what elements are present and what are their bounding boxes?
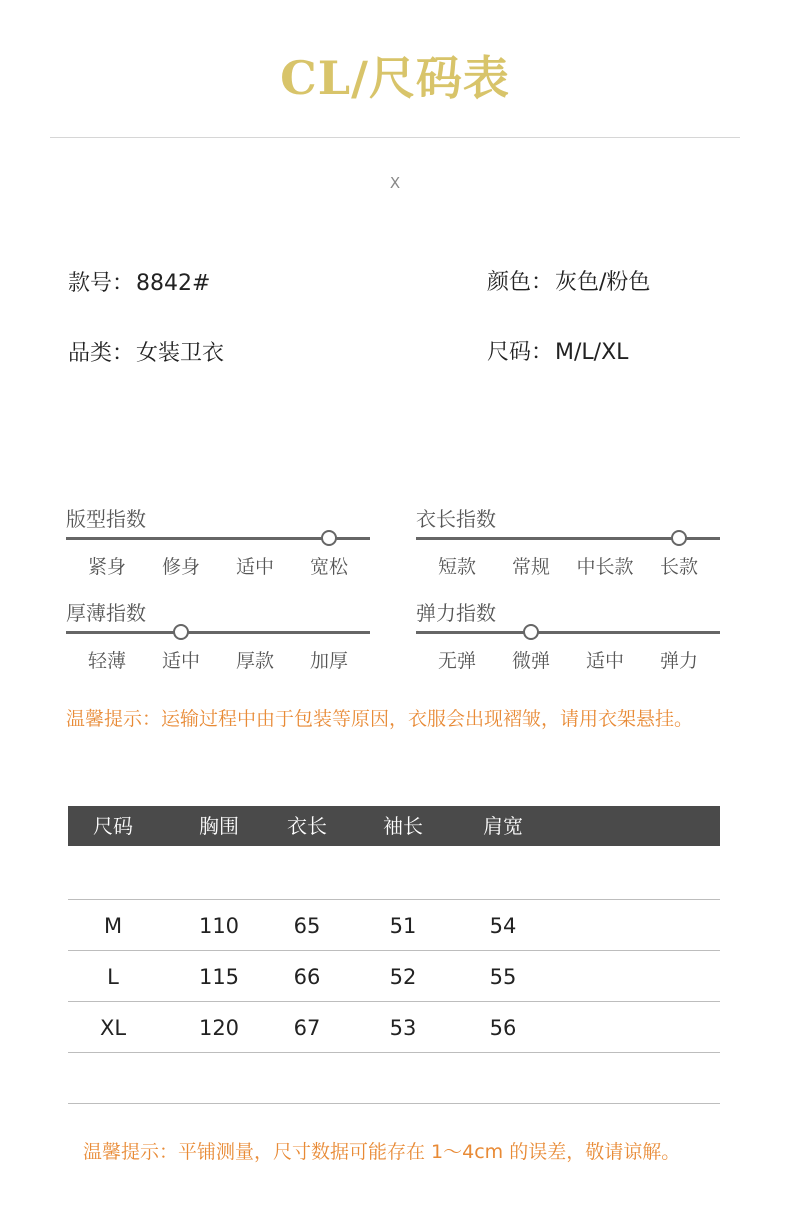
- scale-option: 宽松: [309, 556, 348, 578]
- scale-knob: [671, 530, 687, 546]
- measurement-tip: 温馨提示：平铺测量，尺寸数据可能存在 1～4cm 的误差，敬请谅解。: [83, 1141, 681, 1163]
- table-row: [68, 900, 720, 951]
- scale-knob: [321, 530, 337, 546]
- category-info: [68, 336, 224, 367]
- scale-option: 短款: [437, 556, 476, 578]
- cell-sleeve: 51: [389, 914, 417, 938]
- style-number-label: 款号：: [68, 271, 135, 296]
- cell-shoulder: 55: [489, 965, 517, 989]
- scale-option: 弹力: [659, 650, 698, 672]
- shipping-tip: 温馨提示：运输过程中由于包装等原因，衣服会出现褶皱，请用衣架悬挂。: [66, 708, 694, 730]
- color-label: 颜色：: [487, 270, 554, 295]
- scale-option: 中长款: [576, 556, 634, 578]
- category-value: 女装卫衣: [136, 341, 225, 366]
- style-number: [68, 266, 210, 297]
- scale-name: 弹力指数: [416, 601, 496, 625]
- scale-knob: [173, 624, 189, 640]
- scale-option: 紧身: [87, 556, 126, 578]
- scale-option: 长款: [659, 556, 698, 578]
- cell-shoulder: 54: [489, 914, 517, 938]
- cell-length: 66: [293, 965, 321, 989]
- size-value: M/L/XL: [555, 340, 629, 365]
- scale-knob: [523, 624, 539, 640]
- elasticity-index-scale: [416, 601, 720, 673]
- scale-name: 厚薄指数: [66, 601, 146, 625]
- scale-option: 轻薄: [87, 650, 126, 672]
- cell-chest: 115: [198, 965, 240, 989]
- scale-option: 加厚: [309, 650, 348, 672]
- table-spacer-row: [68, 846, 720, 900]
- scale-track: [416, 537, 720, 540]
- header-sleeve: 袖长: [383, 814, 423, 838]
- scale-track: [66, 537, 370, 540]
- style-number-value: 8842#: [136, 271, 211, 296]
- size-table: [68, 806, 720, 1104]
- color-value: 灰色/粉色: [555, 270, 651, 295]
- color-info: [487, 265, 650, 296]
- scale-option: 适中: [161, 650, 200, 672]
- scale-option: 修身: [161, 556, 200, 578]
- cell-length: 65: [293, 914, 321, 938]
- thickness-index-scale: [66, 601, 370, 673]
- cell-sleeve: 52: [389, 965, 417, 989]
- cell-size: M: [103, 914, 123, 938]
- scale-option: 微弹: [511, 650, 550, 672]
- table-row: [68, 951, 720, 1002]
- table-header: [68, 806, 720, 846]
- cell-length: 67: [293, 1016, 321, 1040]
- cell-size: XL: [99, 1016, 127, 1040]
- scale-option: 适中: [235, 556, 274, 578]
- x-mark: X: [389, 174, 401, 192]
- scale-option: 厚款: [235, 650, 274, 672]
- cell-chest: 110: [198, 914, 240, 938]
- scale-name: 衣长指数: [416, 507, 496, 531]
- scale-option: 适中: [585, 650, 624, 672]
- length-index-scale: [416, 507, 720, 579]
- title-divider: [50, 137, 740, 138]
- category-label: 品类：: [68, 341, 135, 366]
- cell-shoulder: 56: [489, 1016, 517, 1040]
- page-title: CL/尺码表: [280, 51, 510, 105]
- table-empty-row: [68, 1053, 720, 1104]
- scale-track: [416, 631, 720, 634]
- table-row: [68, 1002, 720, 1053]
- scale-option: 常规: [511, 556, 550, 578]
- size-label: 尺码：: [487, 340, 554, 365]
- cell-sleeve: 53: [389, 1016, 417, 1040]
- cell-size: L: [107, 965, 119, 989]
- size-info: [487, 335, 628, 366]
- scale-name: 版型指数: [66, 507, 146, 531]
- fit-index-scale: [66, 507, 370, 579]
- header-chest: 胸围: [199, 814, 239, 838]
- scale-option: 无弹: [437, 650, 476, 672]
- cell-chest: 120: [198, 1016, 240, 1040]
- header-size: 尺码: [93, 814, 133, 838]
- header-length: 衣长: [287, 814, 327, 838]
- header-shoulder: 肩宽: [483, 814, 523, 838]
- scale-track: [66, 631, 370, 634]
